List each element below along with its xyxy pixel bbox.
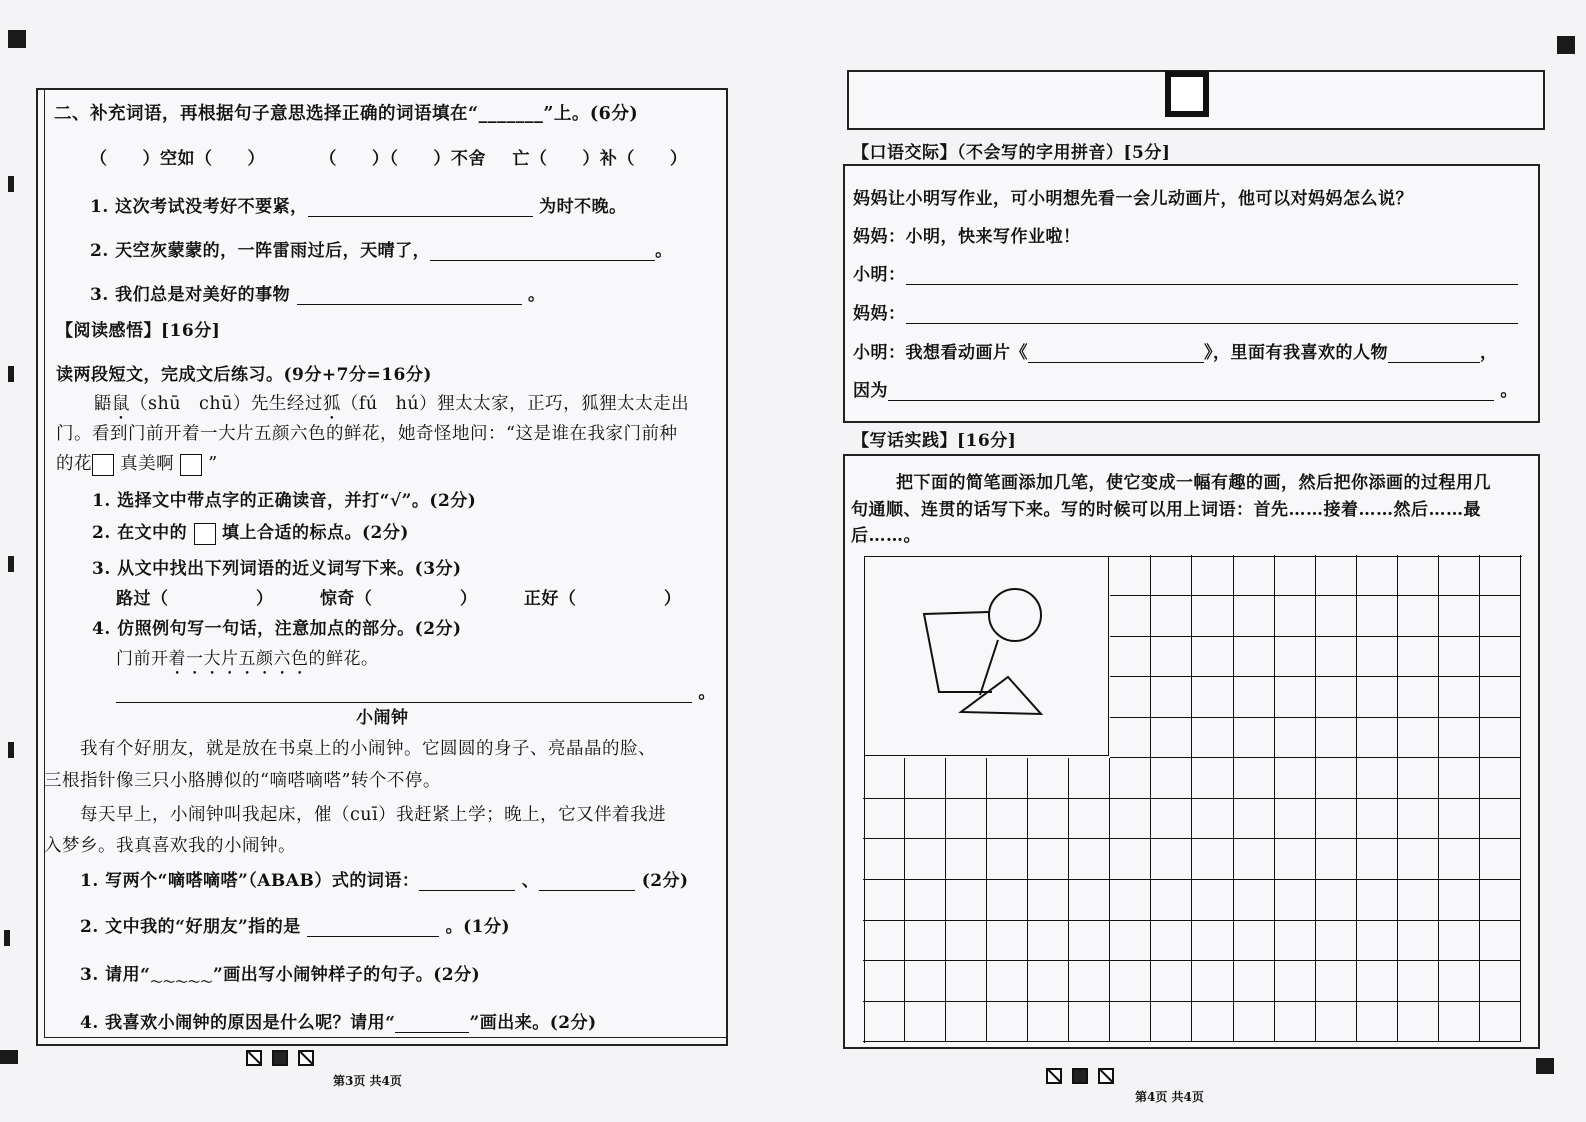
grid-cell[interactable] bbox=[1069, 758, 1110, 799]
grid-cell[interactable] bbox=[1398, 961, 1439, 1002]
answer-line[interactable] bbox=[308, 198, 533, 217]
grid-cell[interactable] bbox=[1069, 839, 1110, 880]
grid-cell[interactable] bbox=[1439, 921, 1480, 962]
passage1-line1: 鼯鼠（shū chū）先生经过狐（fú hú）狸太太家，正巧，狐狸太太走出 bbox=[94, 394, 690, 414]
grid-cell[interactable] bbox=[863, 921, 904, 962]
section2-item-1: 1. 这次考试没考好不要紧， 为时不晚。 bbox=[90, 197, 627, 217]
grid-cell[interactable] bbox=[1234, 718, 1275, 759]
grid-cell[interactable] bbox=[1234, 1002, 1275, 1043]
grid-cell[interactable] bbox=[1151, 921, 1192, 962]
reading-header: 【阅读感悟】[16分] bbox=[56, 321, 221, 341]
grid-cell[interactable] bbox=[1316, 921, 1357, 962]
side-tick-mark bbox=[8, 556, 14, 572]
grid-cell[interactable] bbox=[1480, 555, 1521, 596]
grid-cell[interactable] bbox=[1234, 596, 1275, 637]
grid-cell[interactable] bbox=[1357, 677, 1398, 718]
grid-cell[interactable] bbox=[987, 880, 1028, 921]
punctuation-box[interactable] bbox=[180, 454, 202, 476]
grid-cell[interactable] bbox=[1110, 880, 1151, 921]
grid-cell[interactable] bbox=[1192, 839, 1233, 880]
oral-line-2: 小明： bbox=[853, 260, 1518, 285]
grid-cell[interactable] bbox=[1439, 839, 1480, 880]
grid-cell[interactable] bbox=[863, 799, 904, 840]
grid-cell[interactable] bbox=[1480, 1002, 1521, 1043]
oral-line-1: 妈妈：小明，快来写作业啦！ bbox=[853, 227, 1081, 247]
grid-cell[interactable] bbox=[1151, 596, 1192, 637]
grid-cell[interactable] bbox=[1275, 677, 1316, 718]
grid-cell[interactable] bbox=[905, 880, 946, 921]
answer-line[interactable] bbox=[539, 872, 635, 891]
grid-cell[interactable] bbox=[1192, 677, 1233, 718]
grid-cell[interactable] bbox=[1316, 758, 1357, 799]
writing-header: 【写话实践】[16分] bbox=[852, 431, 1017, 451]
section2-item-2: 2. 天空灰蒙蒙的，一阵雷雨过后，天晴了， 。 bbox=[90, 241, 673, 261]
grid-cell[interactable] bbox=[1316, 839, 1357, 880]
grid-cell[interactable] bbox=[1110, 1002, 1151, 1043]
grid-cell[interactable] bbox=[1398, 839, 1439, 880]
grid-cell[interactable] bbox=[1316, 555, 1357, 596]
grid-cell[interactable] bbox=[1192, 555, 1233, 596]
grid-cell[interactable] bbox=[1439, 799, 1480, 840]
synonym-blank-3[interactable]: 正好（ ） bbox=[523, 589, 682, 609]
grid-cell[interactable] bbox=[1069, 799, 1110, 840]
grid-cell[interactable] bbox=[1439, 961, 1480, 1002]
grid-cell[interactable] bbox=[1028, 799, 1069, 840]
answer-line[interactable] bbox=[419, 872, 515, 891]
left-footer-marks bbox=[246, 1050, 314, 1066]
wavy-line-icon: ～～～～～ bbox=[150, 975, 213, 989]
grid-cell[interactable] bbox=[1151, 1002, 1192, 1043]
oral-prompt: 妈妈让小明写作业，可小明想先看一会儿动画片，他可以对妈妈怎么说？ bbox=[853, 189, 1413, 209]
grid-cell[interactable] bbox=[1357, 799, 1398, 840]
oral-header: 【口语交际】（不会写的字用拼音）[5分] bbox=[852, 143, 1171, 163]
grid-cell[interactable] bbox=[1234, 880, 1275, 921]
grid-cell[interactable] bbox=[1192, 637, 1233, 678]
grid-cell[interactable] bbox=[1316, 961, 1357, 1002]
grid-cell[interactable] bbox=[1439, 758, 1480, 799]
grid-cell[interactable] bbox=[1275, 1002, 1316, 1043]
oral-line-5: 因为 。 bbox=[853, 381, 1518, 401]
writing-instruction-2: 句通顺、连贯的话写下来。写的时候可以用上词语：首先……接着……然后……最 bbox=[851, 500, 1481, 520]
solid-box-icon bbox=[1072, 1068, 1088, 1084]
grid-cell[interactable] bbox=[1316, 677, 1357, 718]
grid-cell[interactable] bbox=[1398, 1002, 1439, 1043]
word-blank-1[interactable]: （ ）空如（ ） bbox=[90, 149, 265, 169]
grid-cell[interactable] bbox=[1357, 718, 1398, 759]
grid-cell[interactable] bbox=[1275, 961, 1316, 1002]
stick-figure-drawing-icon bbox=[865, 557, 1109, 756]
grid-cell[interactable] bbox=[1398, 921, 1439, 962]
grid-cell[interactable] bbox=[1192, 880, 1233, 921]
registration-mark bbox=[0, 1050, 18, 1064]
grid-cell[interactable] bbox=[1069, 880, 1110, 921]
grid-cell[interactable] bbox=[863, 839, 904, 880]
grid-cell[interactable] bbox=[1234, 555, 1275, 596]
answer-line[interactable] bbox=[116, 684, 692, 703]
answer-line[interactable] bbox=[888, 382, 1494, 401]
grid-cell[interactable] bbox=[1192, 718, 1233, 759]
grid-cell[interactable] bbox=[863, 961, 904, 1002]
character-line[interactable] bbox=[1388, 344, 1480, 363]
grid-cell[interactable] bbox=[946, 880, 987, 921]
grid-cell[interactable] bbox=[1028, 839, 1069, 880]
grid-cell[interactable] bbox=[946, 839, 987, 880]
grid-cell[interactable] bbox=[1192, 799, 1233, 840]
grid-cell[interactable] bbox=[1110, 718, 1151, 759]
q2-3: 3. 请用“$_{\sim\sim\sim\sim\sim}$”画出写小闹钟样子的句子。(2分) bbox=[80, 965, 481, 989]
grid-cell[interactable] bbox=[987, 799, 1028, 840]
grid-cell[interactable] bbox=[1398, 596, 1439, 637]
grid-cell[interactable] bbox=[1316, 1002, 1357, 1043]
grid-cell[interactable] bbox=[1398, 718, 1439, 759]
q2-1: 1. 写两个“嘀嗒嘀嗒”（ABAB）式的词语： 、 (2分) bbox=[80, 871, 689, 891]
grid-cell[interactable] bbox=[1480, 799, 1521, 840]
grid-cell[interactable] bbox=[1028, 758, 1069, 799]
grid-cell[interactable] bbox=[1110, 799, 1151, 840]
right-footer-marks bbox=[1046, 1068, 1114, 1084]
grid-cell[interactable] bbox=[1275, 839, 1316, 880]
grid-cell[interactable] bbox=[1439, 718, 1480, 759]
passage1-line2: 门。看到门前开着一大片五颜六色的鲜花，她奇怪地问：“这是谁在我家门前种 bbox=[56, 424, 678, 444]
grid-cell[interactable] bbox=[1357, 921, 1398, 962]
grid-cell[interactable] bbox=[1357, 596, 1398, 637]
grid-cell[interactable] bbox=[987, 758, 1028, 799]
grid-cell[interactable] bbox=[1316, 718, 1357, 759]
grid-cell[interactable] bbox=[863, 1002, 904, 1043]
grid-cell[interactable] bbox=[1480, 921, 1521, 962]
grid-cell[interactable] bbox=[1480, 596, 1521, 637]
grid-cell[interactable] bbox=[1398, 637, 1439, 678]
side-tick-mark bbox=[8, 742, 14, 758]
underline-sample bbox=[395, 1014, 469, 1033]
grid-cell[interactable] bbox=[1028, 880, 1069, 921]
left-page-number: 第3页 共4页 bbox=[333, 1074, 402, 1088]
grid-cell[interactable] bbox=[1110, 758, 1151, 799]
grid-cell[interactable] bbox=[1398, 799, 1439, 840]
q1-4: 4. 仿照例句写一句话，注意加点的部分。(2分) bbox=[92, 619, 462, 639]
grid-cell[interactable] bbox=[1110, 921, 1151, 962]
grid-cell[interactable] bbox=[1357, 1002, 1398, 1043]
synonym-blank-1[interactable]: 路过（ ） bbox=[116, 589, 274, 609]
section2-item-3: 3. 我们总是对美好的事物 。 bbox=[90, 285, 546, 305]
grid-cell[interactable] bbox=[863, 758, 904, 799]
word-blank-3[interactable]: 亡（ ）补（ ） bbox=[512, 149, 688, 169]
grid-cell[interactable] bbox=[987, 921, 1028, 962]
grid-cell[interactable] bbox=[1357, 555, 1398, 596]
grid-cell[interactable] bbox=[1234, 839, 1275, 880]
drawing-area bbox=[865, 557, 1109, 756]
section2-title: 二、补充词语，再根据句子意思选择正确的词语填在“_______”上。(6分) bbox=[54, 104, 639, 124]
grid-cell[interactable] bbox=[1439, 880, 1480, 921]
grid-cell[interactable] bbox=[1110, 839, 1151, 880]
grid-cell[interactable] bbox=[1234, 637, 1275, 678]
slash-box-icon bbox=[1098, 1068, 1114, 1084]
grid-cell[interactable] bbox=[1275, 880, 1316, 921]
grid-cell[interactable] bbox=[1192, 1002, 1233, 1043]
grid-cell[interactable] bbox=[1069, 921, 1110, 962]
grid-cell[interactable] bbox=[1480, 758, 1521, 799]
grid-cell[interactable] bbox=[1439, 637, 1480, 678]
grid-cell[interactable] bbox=[1110, 596, 1151, 637]
grid-cell[interactable] bbox=[1069, 961, 1110, 1002]
grid-cell[interactable] bbox=[1480, 677, 1521, 718]
q1-4-example: 门前开着一大片五颜六色的鲜花。 bbox=[116, 649, 379, 669]
grid-cell[interactable] bbox=[1110, 677, 1151, 718]
registration-mark bbox=[1536, 1058, 1554, 1074]
grid-cell[interactable] bbox=[1275, 637, 1316, 678]
grid-cell[interactable] bbox=[1275, 758, 1316, 799]
grid-cell[interactable] bbox=[987, 961, 1028, 1002]
grid-cell[interactable] bbox=[1316, 637, 1357, 678]
grid-cell[interactable] bbox=[1028, 921, 1069, 962]
grid-cell[interactable] bbox=[1234, 799, 1275, 840]
grid-cell[interactable] bbox=[1192, 961, 1233, 1002]
answer-line[interactable] bbox=[906, 305, 1518, 324]
grid-cell[interactable] bbox=[946, 758, 987, 799]
grid-cell[interactable] bbox=[1439, 555, 1480, 596]
grid-cell[interactable] bbox=[1398, 677, 1439, 718]
grid-cell[interactable] bbox=[905, 921, 946, 962]
grid-cell[interactable] bbox=[1151, 677, 1192, 718]
oral-line-4: 小明：我想看动画片《 》，里面有我喜欢的人物 ， bbox=[853, 343, 1498, 363]
solid-box-icon bbox=[272, 1050, 288, 1066]
grid-cell[interactable] bbox=[905, 961, 946, 1002]
grid-cell[interactable] bbox=[1275, 596, 1316, 637]
grid-cell[interactable] bbox=[1398, 758, 1439, 799]
grid-cell[interactable] bbox=[1028, 961, 1069, 1002]
grid-cell[interactable] bbox=[1357, 880, 1398, 921]
reading-instruction: 读两段短文，完成文后练习。(9分+7分=16分) bbox=[56, 365, 432, 385]
passage2-p1-line2: 三根指针像三只小胳膊似的“嘀嗒嘀嗒”转个不停。 bbox=[44, 771, 441, 791]
grid-cell[interactable] bbox=[1151, 637, 1192, 678]
passage2-p2-line2: 入梦乡。我真喜欢我的小闹钟。 bbox=[44, 836, 296, 856]
grid-cell[interactable] bbox=[1357, 961, 1398, 1002]
word-blank-2[interactable]: （ ）（ ）不舍 bbox=[319, 149, 486, 169]
grid-cell[interactable] bbox=[1110, 555, 1151, 596]
grid-cell[interactable] bbox=[1439, 596, 1480, 637]
grid-cell[interactable] bbox=[1192, 758, 1233, 799]
grid-cell[interactable] bbox=[1151, 839, 1192, 880]
passage2-title: 小闹钟 bbox=[356, 708, 409, 728]
grid-cell[interactable] bbox=[1275, 555, 1316, 596]
answer-line[interactable] bbox=[297, 286, 522, 305]
grid-cell[interactable] bbox=[1151, 880, 1192, 921]
grid-cell[interactable] bbox=[1480, 839, 1521, 880]
registration-mark bbox=[1557, 36, 1575, 54]
grid-cell[interactable] bbox=[1192, 921, 1233, 962]
answer-line[interactable] bbox=[307, 918, 439, 937]
grid-cell[interactable] bbox=[1357, 839, 1398, 880]
grid-cell[interactable] bbox=[1398, 880, 1439, 921]
grid-cell[interactable] bbox=[1151, 555, 1192, 596]
grid-cell[interactable] bbox=[1234, 758, 1275, 799]
slash-box-icon bbox=[298, 1050, 314, 1066]
grid-cell[interactable] bbox=[946, 799, 987, 840]
grid-cell[interactable] bbox=[1357, 758, 1398, 799]
grid-cell[interactable] bbox=[946, 921, 987, 962]
side-tick-mark bbox=[4, 930, 10, 946]
grid-cell[interactable] bbox=[1316, 880, 1357, 921]
grid-cell[interactable] bbox=[1234, 921, 1275, 962]
q1-3: 3. 从文中找出下列词语的近义词写下来。(3分) bbox=[92, 559, 462, 579]
grid-cell[interactable] bbox=[1110, 637, 1151, 678]
punctuation-box[interactable] bbox=[92, 454, 114, 476]
grid-cell[interactable] bbox=[905, 839, 946, 880]
registration-mark bbox=[8, 30, 26, 48]
grid-cell[interactable] bbox=[1275, 718, 1316, 759]
side-tick-mark bbox=[8, 176, 14, 192]
q1-4-answer: 。 bbox=[116, 678, 716, 703]
grid-cell[interactable] bbox=[1234, 677, 1275, 718]
passage2-p2-line1: 每天早上，小闹钟叫我起床，催（cuī）我赶紧上学；晚上，它又伴着我进 bbox=[80, 805, 667, 825]
grid-cell[interactable] bbox=[946, 961, 987, 1002]
grid-cell[interactable] bbox=[987, 839, 1028, 880]
grid-cell[interactable] bbox=[863, 880, 904, 921]
grid-cell[interactable] bbox=[1398, 555, 1439, 596]
grid-cell[interactable] bbox=[1069, 1002, 1110, 1043]
answer-line[interactable] bbox=[906, 266, 1518, 285]
grid-cell[interactable] bbox=[1480, 880, 1521, 921]
answer-line[interactable] bbox=[430, 242, 655, 261]
slash-box-icon bbox=[1046, 1068, 1062, 1084]
grid-cell[interactable] bbox=[905, 799, 946, 840]
grid-cell[interactable] bbox=[1192, 596, 1233, 637]
header-square-icon bbox=[1165, 71, 1209, 117]
grid-cell[interactable] bbox=[1357, 637, 1398, 678]
q1-1: 1. 选择文中带点字的正确读音，并打“√”。(2分) bbox=[92, 491, 477, 511]
grid-cell[interactable] bbox=[1275, 921, 1316, 962]
cartoon-name-line[interactable] bbox=[1028, 344, 1204, 363]
grid-cell[interactable] bbox=[905, 758, 946, 799]
grid-cell[interactable] bbox=[1275, 799, 1316, 840]
grid-cell[interactable] bbox=[1316, 799, 1357, 840]
writing-instruction-3: 后……。 bbox=[851, 526, 921, 546]
grid-cell[interactable] bbox=[1480, 961, 1521, 1002]
punctuation-box-icon bbox=[194, 523, 216, 545]
grid-cell[interactable] bbox=[1439, 1002, 1480, 1043]
q2-4: 4. 我喜欢小闹钟的原因是什么呢？请用“ ”画出来。(2分) bbox=[80, 1013, 597, 1033]
slash-box-icon bbox=[246, 1050, 262, 1066]
grid-cell[interactable] bbox=[987, 1002, 1028, 1043]
grid-cell[interactable] bbox=[1480, 637, 1521, 678]
q1-2: 2. 在文中的 填上合适的标点。(2分) bbox=[92, 523, 409, 543]
grid-cell[interactable] bbox=[1151, 758, 1192, 799]
grid-cell[interactable] bbox=[1316, 596, 1357, 637]
oral-line-3: 妈妈： bbox=[853, 299, 1518, 324]
grid-cell[interactable] bbox=[1028, 1002, 1069, 1043]
grid-cell[interactable] bbox=[946, 1002, 987, 1043]
grid-cell[interactable] bbox=[1480, 718, 1521, 759]
synonym-blank-2[interactable]: 惊奇（ ） bbox=[319, 589, 478, 609]
writing-instruction-1: 把下面的简笔画添加几笔，使它变成一幅有趣的画，然后把你添画的过程用几 bbox=[896, 473, 1491, 493]
grid-cell[interactable] bbox=[1234, 961, 1275, 1002]
grid-cell[interactable] bbox=[1151, 718, 1192, 759]
grid-cell[interactable] bbox=[1151, 961, 1192, 1002]
passage1-line3: 的花 真美啊 ” bbox=[56, 454, 218, 474]
side-tick-mark bbox=[8, 366, 14, 382]
q1-3-words bbox=[116, 584, 681, 609]
grid-cell[interactable] bbox=[1151, 799, 1192, 840]
right-page-number: 第4页 共4页 bbox=[1135, 1090, 1204, 1104]
grid-cell[interactable] bbox=[905, 1002, 946, 1043]
grid-cell[interactable] bbox=[1110, 961, 1151, 1002]
section2-words bbox=[90, 144, 687, 169]
passage2-p1-line1: 我有个好朋友，就是放在书桌上的小闹钟。它圆圆的身子、亮晶晶的脸、 bbox=[80, 739, 656, 759]
grid-cell[interactable] bbox=[1439, 677, 1480, 718]
q2-2: 2. 文中我的“好朋友”指的是 。(1分) bbox=[80, 917, 510, 937]
